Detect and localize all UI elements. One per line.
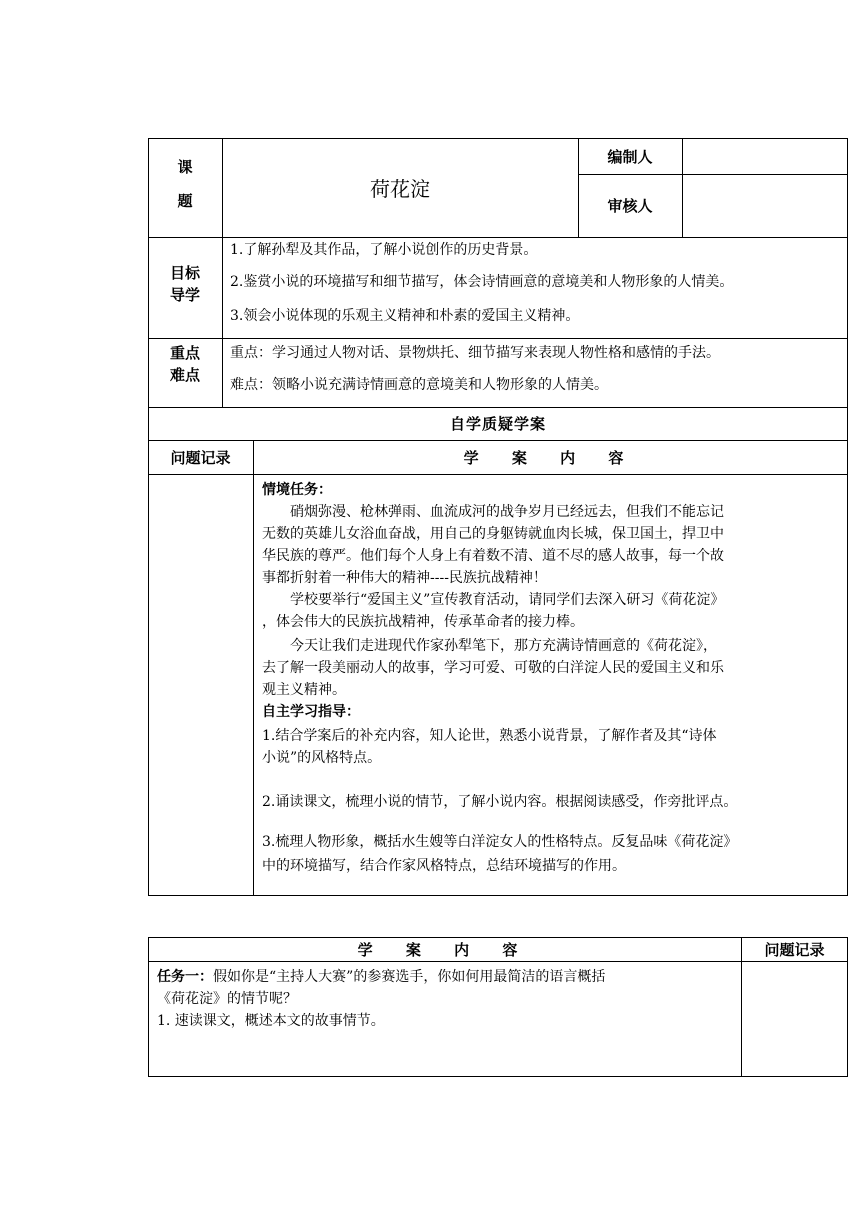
paragraph-line: 无数的英雄儿女浴血奋战，用自己的身躯铸就血肉长城，保卫国土，捍卫中 <box>262 526 724 542</box>
reviewer-value[interactable] <box>682 174 848 237</box>
guide-item: 小说”的风格特点。 <box>262 750 382 766</box>
paragraph-line: 今天让我们走进现代作家孙犁笔下，那方充满诗情画意的《荷花淀》， <box>290 638 717 654</box>
editor-label: 编制人 <box>607 147 653 166</box>
task-column-header-questions: 问题记录 <box>764 940 825 959</box>
paragraph-line: 事都折射着一种伟大的精神----民族抗战精神！ <box>262 570 547 586</box>
key-points-content <box>230 338 846 407</box>
key-points-label-line1: 重点 <box>169 344 200 362</box>
paragraph-line: 观主义精神。 <box>262 682 346 698</box>
editor-value[interactable] <box>682 138 848 174</box>
paragraph-line: 去了解一段美丽动人的故事，学习可爱、可敬的白洋淀人民的爱国主义和乐 <box>262 660 724 676</box>
paragraph-line: 硝烟弥漫、枪林弹雨、血流成河的战争岁月已经远去，但我们不能忘记 <box>290 504 724 520</box>
task1-line: 《荷花淀》的情节呢？ <box>157 991 297 1007</box>
guide-item: 3.梳理人物形象，概括水生嫂等白洋淀女人的性格特点。反复品味《荷花淀》 <box>262 834 738 850</box>
situation-heading: 情境任务： <box>262 482 332 498</box>
guide-heading: 自主学习指导： <box>262 704 360 720</box>
divider <box>253 440 254 896</box>
paragraph-line: 学校要举行“爱国主义”宣传教育活动，请同学们去深入研习《荷花淀》 <box>290 592 725 608</box>
difficult-point: 难点：领略小说充满诗情画意的意境美和人物形象的人情美。 <box>230 377 608 393</box>
objective-item: 3.领会小说体现的乐观主义精神和朴素的爱国主义精神。 <box>230 308 580 324</box>
objectives-label <box>148 237 222 338</box>
key-points-label <box>148 338 222 407</box>
guide-item: 1.结合学案后的补充内容，知人论世，熟悉小说背景，了解作者及其“诗体 <box>262 728 717 744</box>
task1-question: 假如你是“主持人大赛”的参赛选手，你如何用最简洁的语言概括 <box>213 969 606 985</box>
course-label-line2: 题 <box>177 192 193 210</box>
objectives-label-line1: 目标 <box>169 264 200 282</box>
course-label <box>148 138 222 237</box>
guide-item: 2.诵读课文，梳理小说的情节，了解小说内容。根据阅读感受，作旁批评点。 <box>262 794 738 810</box>
objective-item: 2.鉴赏小说的环境描写和细节描写，体会诗情画意的意境美和人物形象的人情美。 <box>230 274 734 290</box>
questions-record-cell[interactable] <box>148 474 253 896</box>
task1-line <box>157 966 605 988</box>
column-header-questions: 问题记录 <box>170 448 231 467</box>
task1-item: 1. 速读课文，概述本文的故事情节。 <box>157 1013 385 1029</box>
task-column-header-content: 学 案 内 容 <box>357 940 532 959</box>
objectives-list <box>230 237 846 338</box>
column-header-content: 学 案 内 容 <box>463 448 638 467</box>
course-label-line1: 课 <box>177 158 193 176</box>
paragraph-line: 华民族的尊严。他们每个人身上有着数不清、道不尽的感人故事，每一个故 <box>262 548 724 564</box>
reviewer-label: 审核人 <box>607 197 653 215</box>
key-points-label-line2: 难点 <box>169 366 200 384</box>
guide-item: 中的环境描写，结合作家风格特点，总结环境描写的作用。 <box>262 858 626 874</box>
key-point: 重点：学习通过人物对话、景物烘托、细节描写来表现人物性格和感情的手法。 <box>230 345 720 361</box>
task-questions-record-cell[interactable] <box>741 961 848 1077</box>
objective-item: 1.了解孙犁及其作品，了解小说创作的历史背景。 <box>230 242 538 258</box>
objectives-label-line2: 导学 <box>169 286 200 304</box>
study-content <box>262 477 846 895</box>
task-content <box>157 964 739 1074</box>
task1-heading: 任务一： <box>157 969 213 985</box>
lesson-title: 荷花淀 <box>370 177 430 201</box>
paragraph-line: ，体会伟大的民族抗战精神，传承革命者的接力棒。 <box>262 614 584 630</box>
section-title: 自学质疑学案 <box>449 415 546 433</box>
